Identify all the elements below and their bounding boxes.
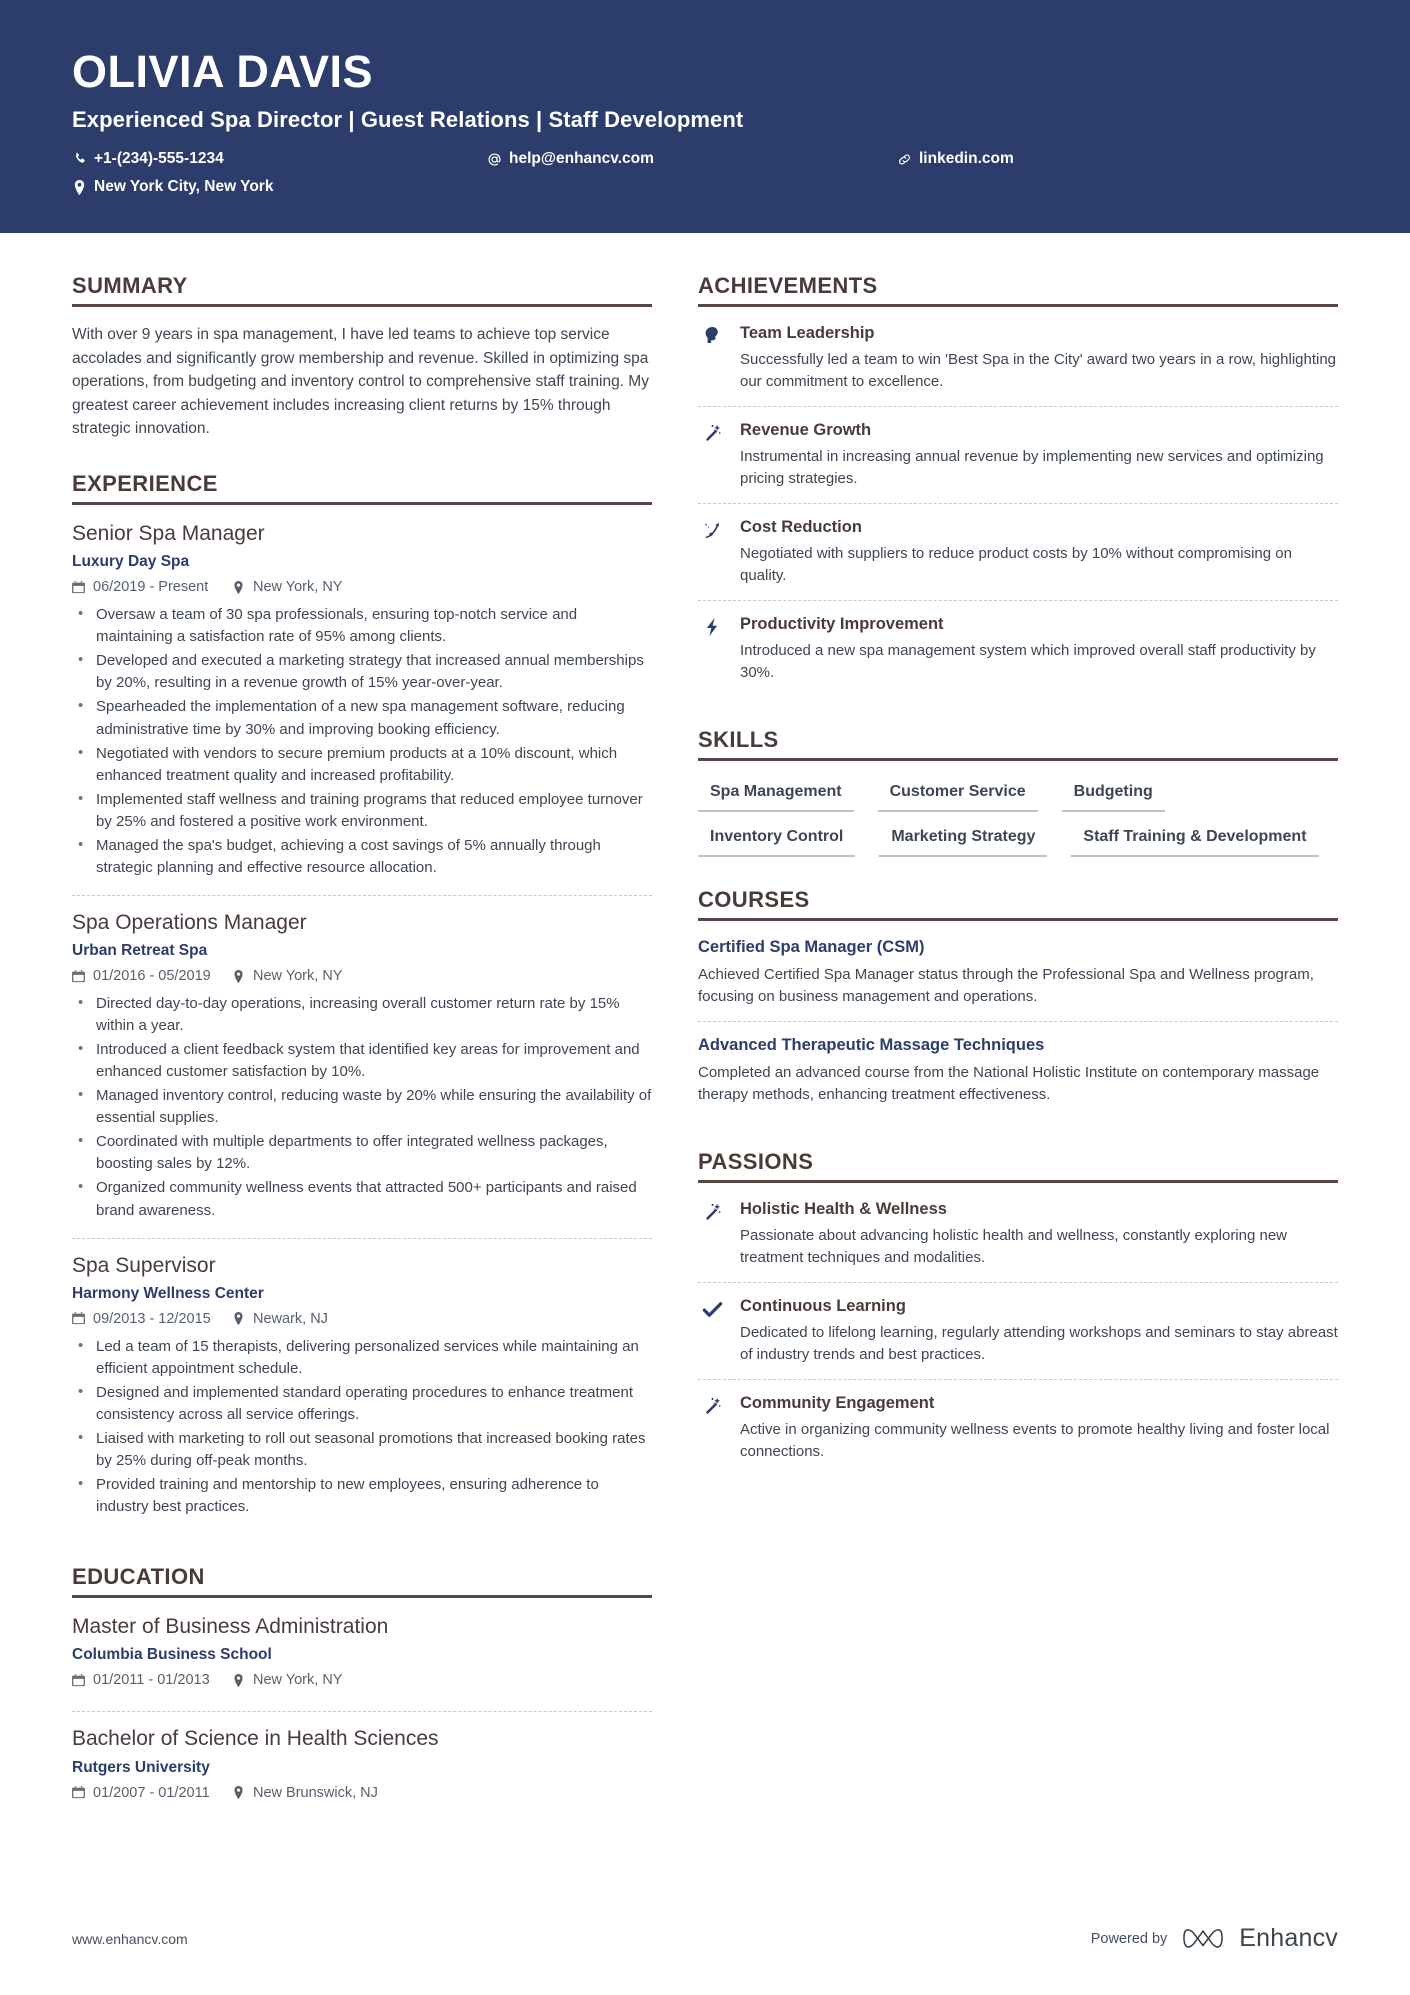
- passion-entry: [698, 1379, 1338, 1476]
- achievement-description: Introduced a new spa management system which improved overall staff productivity by 30%.: [740, 641, 1316, 682]
- achievement-description: Negotiated with suppliers to reduce product costs by 10% without compromising on quality.: [740, 544, 1292, 585]
- education-entry: [72, 1614, 652, 1711]
- section-achievements: [698, 273, 1338, 697]
- education-school: Rutgers University: [72, 1758, 210, 1776]
- achievement-title: Productivity Improvement: [740, 615, 944, 634]
- summary-text: With over 9 years in spa management, I have led teams to achieve top service accolades and significantly grow membership and revenue. Skilled in optimizing spa operations, from budgeting and inventory control to comprehensive staff training. My greatest career achievement includes increasing client returns by 15% through strategic innovation.: [72, 326, 649, 438]
- experience-location: [232, 968, 342, 984]
- bullet-item: • Provided training and mentorship to new employees, ensuring adherence to industry best practices.: [72, 1474, 652, 1518]
- bullet-item: • Organized community wellness events that attracted 500+ participants and raised brand awareness.: [72, 1177, 652, 1221]
- map-pin-icon: [72, 179, 87, 195]
- experience-dates: [72, 1311, 232, 1327]
- at-sign-icon: [487, 151, 502, 167]
- passion-description: Active in organizing community wellness events to promote healthy living and foster local connections.: [740, 1420, 1330, 1461]
- experience-role: Spa Supervisor: [72, 1253, 216, 1277]
- course-description: Achieved Certified Spa Manager status through the Professional Spa and Wellness program, focusing on business management and operations.: [698, 965, 1314, 1006]
- achievement-title: Cost Reduction: [740, 518, 862, 537]
- education-dates: [72, 1785, 232, 1801]
- skills-list: [698, 777, 1338, 857]
- page-title: OLIVIA DAVIS: [72, 46, 374, 97]
- experience-location-value: Newark, NJ: [253, 1310, 328, 1327]
- map-pin-icon: [232, 1673, 245, 1687]
- bullet-item: • Managed inventory control, reducing waste by 20% while ensuring the availability of essential supplies.: [72, 1085, 652, 1129]
- contact-location-value: New York City, New York: [94, 178, 274, 196]
- bullet-item: • Developed and executed a marketing strategy that increased annual memberships by 20%, resulting in a revenue growth of 15% year-over-year.: [72, 650, 652, 694]
- enhancv-wordmark: Enhancv: [1239, 1924, 1338, 1952]
- bullet-item: • Implemented staff wellness and training programs that reduced employee turnover by 25% and fostered a positive work environment.: [72, 789, 652, 833]
- experience-dates-value: 09/2013 - 12/2015: [93, 1310, 211, 1327]
- experience-location: [232, 1311, 328, 1327]
- course-description: Completed an advanced course from the National Holistic Institute on contemporary massage therapy methods, enhancing treatment effectiveness.: [698, 1063, 1320, 1104]
- contact-website[interactable]: [897, 147, 1014, 171]
- contact-phone-value: +1-(234)-555-1234: [94, 150, 224, 168]
- passion-body: [740, 1296, 1338, 1366]
- contact-row: [72, 147, 1338, 199]
- section-title-passions: PASSIONS: [698, 1149, 1338, 1183]
- bullet-item: • Spearheaded the implementation of a new spa management software, reducing administrative time by 30% and improving booking efficiency.: [72, 696, 652, 740]
- section-experience: [72, 471, 652, 1534]
- achievement-description: Successfully led a team to win 'Best Spa in the City' award two years in a row, highlighting our commitment to excellence.: [740, 350, 1337, 391]
- section-passions: [698, 1149, 1338, 1476]
- map-pin-icon: [232, 580, 245, 594]
- section-title-achievements: ACHIEVEMENTS: [698, 273, 1338, 307]
- education-school: Columbia Business School: [72, 1646, 272, 1664]
- education-dates-value: 01/2011 - 01/2013: [93, 1672, 210, 1689]
- skill-tag: Customer Service: [878, 779, 1038, 812]
- section-title-education: EDUCATION: [72, 1564, 652, 1598]
- experience-bullets: [72, 604, 652, 879]
- section-title-courses: COURSES: [698, 887, 1338, 921]
- education-degree: Bachelor of Science in Health Sciences: [72, 1727, 439, 1751]
- education-meta: [72, 1672, 652, 1688]
- achievement-entry: [698, 406, 1338, 503]
- achievement-title: Team Leadership: [740, 324, 875, 343]
- skill-tag: Budgeting: [1062, 779, 1165, 812]
- footer-brand: [1091, 1924, 1338, 1953]
- experience-company: Luxury Day Spa: [72, 553, 190, 571]
- calendar-icon: [72, 969, 85, 983]
- bullet-item: • Negotiated with vendors to secure premium products at a 10% discount, which enhanced treatment quality and increased profitability.: [72, 743, 652, 787]
- bullet-item: • Coordinated with multiple departments to offer integrated wellness packages, boosting sales by 12%.: [72, 1131, 652, 1175]
- course-title: Certified Spa Manager (CSM): [698, 938, 925, 957]
- contact-location: [72, 175, 1338, 199]
- passion-description: Dedicated to lifelong learning, regularly attending workshops and seminars to stay abreast of industry trends and best practices.: [740, 1323, 1338, 1364]
- education-dates-value: 01/2007 - 01/2011: [93, 1784, 210, 1801]
- education-location-value: New Brunswick, NJ: [253, 1784, 378, 1801]
- experience-dates-value: 06/2019 - Present: [93, 579, 209, 596]
- resume-header: [0, 0, 1410, 233]
- experience-role: Spa Operations Manager: [72, 910, 307, 934]
- experience-meta: [72, 968, 652, 984]
- magic-wand-icon: [698, 420, 726, 490]
- bullet-item: • Designed and implemented standard operating procedures to enhance treatment consistency across all service offerings.: [72, 1382, 652, 1426]
- achievement-body: [740, 420, 1338, 490]
- skill-tag: Staff Training & Development: [1071, 824, 1318, 857]
- passion-title: Community Engagement: [740, 1394, 935, 1413]
- calendar-icon: [72, 1786, 85, 1800]
- achievement-title: Revenue Growth: [740, 421, 872, 440]
- head-profile-icon: [698, 323, 726, 393]
- passion-entry: [698, 1199, 1338, 1282]
- experience-dates: [72, 968, 232, 984]
- section-title-summary: SUMMARY: [72, 273, 652, 307]
- passion-description: Passionate about advancing holistic health and wellness, constantly exploring new treatment techniques and modalities.: [740, 1226, 1288, 1267]
- section-title-skills: SKILLS: [698, 727, 1338, 761]
- trend-arrow-icon: [698, 517, 726, 587]
- passion-body: [740, 1199, 1338, 1269]
- lightning-bolt-icon: [698, 614, 726, 684]
- education-location: [232, 1785, 378, 1801]
- skill-tag: Marketing Strategy: [879, 824, 1047, 857]
- achievement-description: Instrumental in increasing annual revenue by implementing new services and optimizing pricing strategies.: [740, 447, 1324, 488]
- bullet-item: • Oversaw a team of 30 spa professionals, ensuring top-notch service and maintaining a satisfaction rate of 95% among clients.: [72, 604, 652, 648]
- link-icon: [897, 151, 912, 167]
- experience-bullets: [72, 1336, 652, 1518]
- achievement-body: [740, 614, 1338, 684]
- skill-tag: Spa Management: [698, 779, 854, 812]
- phone-icon: [72, 151, 87, 167]
- calendar-icon: [72, 1673, 85, 1687]
- bullet-item: • Liaised with marketing to roll out seasonal promotions that increased booking rates by 25% during off-peak months.: [72, 1428, 652, 1472]
- map-pin-icon: [232, 1312, 245, 1326]
- passion-title: Holistic Health & Wellness: [740, 1200, 947, 1219]
- contact-email-value: help@enhancv.com: [509, 150, 654, 168]
- achievement-entry: [698, 600, 1338, 697]
- resume-footer: [0, 1924, 1410, 1953]
- experience-meta: [72, 579, 652, 595]
- contact-website-value: linkedin.com: [919, 150, 1014, 168]
- skill-tag: Inventory Control: [698, 824, 855, 857]
- magic-wand-icon: [698, 1199, 726, 1269]
- education-degree: Master of Business Administration: [72, 1615, 389, 1639]
- section-summary: [72, 273, 652, 441]
- section-courses: [698, 887, 1338, 1119]
- experience-location-value: New York, NY: [253, 968, 343, 985]
- course-entry: [698, 1021, 1338, 1119]
- magic-wand-icon: [698, 1393, 726, 1463]
- left-column: [72, 273, 652, 1829]
- experience-entry: [72, 895, 652, 1238]
- checkmark-icon: [698, 1296, 726, 1366]
- bullet-item: • Managed the spa's budget, achieving a cost savings of 5% annually through strategic planning and effective resource allocation.: [72, 835, 652, 879]
- professional-headline: Experienced Spa Director | Guest Relations | Staff Development: [72, 107, 744, 133]
- bullet-item: • Directed day-to-day operations, increasing overall customer return rate by 15% within a year.: [72, 993, 652, 1037]
- passion-body: [740, 1393, 1338, 1463]
- experience-bullets: [72, 993, 652, 1221]
- education-location-value: New York, NY: [253, 1672, 343, 1689]
- experience-meta: [72, 1311, 652, 1327]
- experience-company: Urban Retreat Spa: [72, 942, 208, 960]
- course-title: Advanced Therapeutic Massage Techniques: [698, 1036, 1045, 1055]
- experience-company: Harmony Wellness Center: [72, 1284, 264, 1302]
- map-pin-icon: [232, 969, 245, 983]
- section-skills: [698, 727, 1338, 857]
- passion-entry: [698, 1282, 1338, 1379]
- experience-entry: [72, 521, 652, 895]
- experience-dates-value: 01/2016 - 05/2019: [93, 968, 211, 985]
- achievement-body: [740, 517, 1338, 587]
- education-meta: [72, 1785, 652, 1801]
- experience-location-value: New York, NY: [253, 579, 343, 596]
- bullet-item: • Led a team of 15 therapists, delivering personalized services while maintaining an efficient appointment schedule.: [72, 1336, 652, 1380]
- resume-body: [0, 233, 1410, 1829]
- achievement-entry: [698, 503, 1338, 600]
- experience-dates: [72, 579, 232, 595]
- education-entry: [72, 1711, 652, 1823]
- passion-title: Continuous Learning: [740, 1297, 906, 1316]
- achievement-body: [740, 323, 1338, 393]
- bullet-item: • Introduced a client feedback system that identified key areas for improvement and enhanced customer satisfaction by 10%.: [72, 1039, 652, 1083]
- powered-by-label: Powered by: [1090, 1930, 1168, 1947]
- experience-role: Senior Spa Manager: [72, 522, 265, 546]
- section-education: [72, 1564, 652, 1824]
- contact-email[interactable]: [487, 147, 897, 171]
- map-pin-icon: [232, 1786, 245, 1800]
- course-entry: [698, 937, 1338, 1021]
- contact-phone[interactable]: [72, 147, 487, 171]
- education-dates: [72, 1672, 232, 1688]
- experience-location: [232, 579, 342, 595]
- experience-entry: [72, 1238, 652, 1535]
- enhancv-logo-icon: [1181, 1926, 1225, 1952]
- calendar-icon: [72, 580, 85, 594]
- calendar-icon: [72, 1312, 85, 1326]
- right-column: [698, 273, 1338, 1482]
- education-location: [232, 1672, 342, 1688]
- footer-website[interactable]: www.enhancv.com: [72, 1930, 188, 1947]
- achievement-entry: [698, 323, 1338, 406]
- section-title-experience: EXPERIENCE: [72, 471, 652, 505]
